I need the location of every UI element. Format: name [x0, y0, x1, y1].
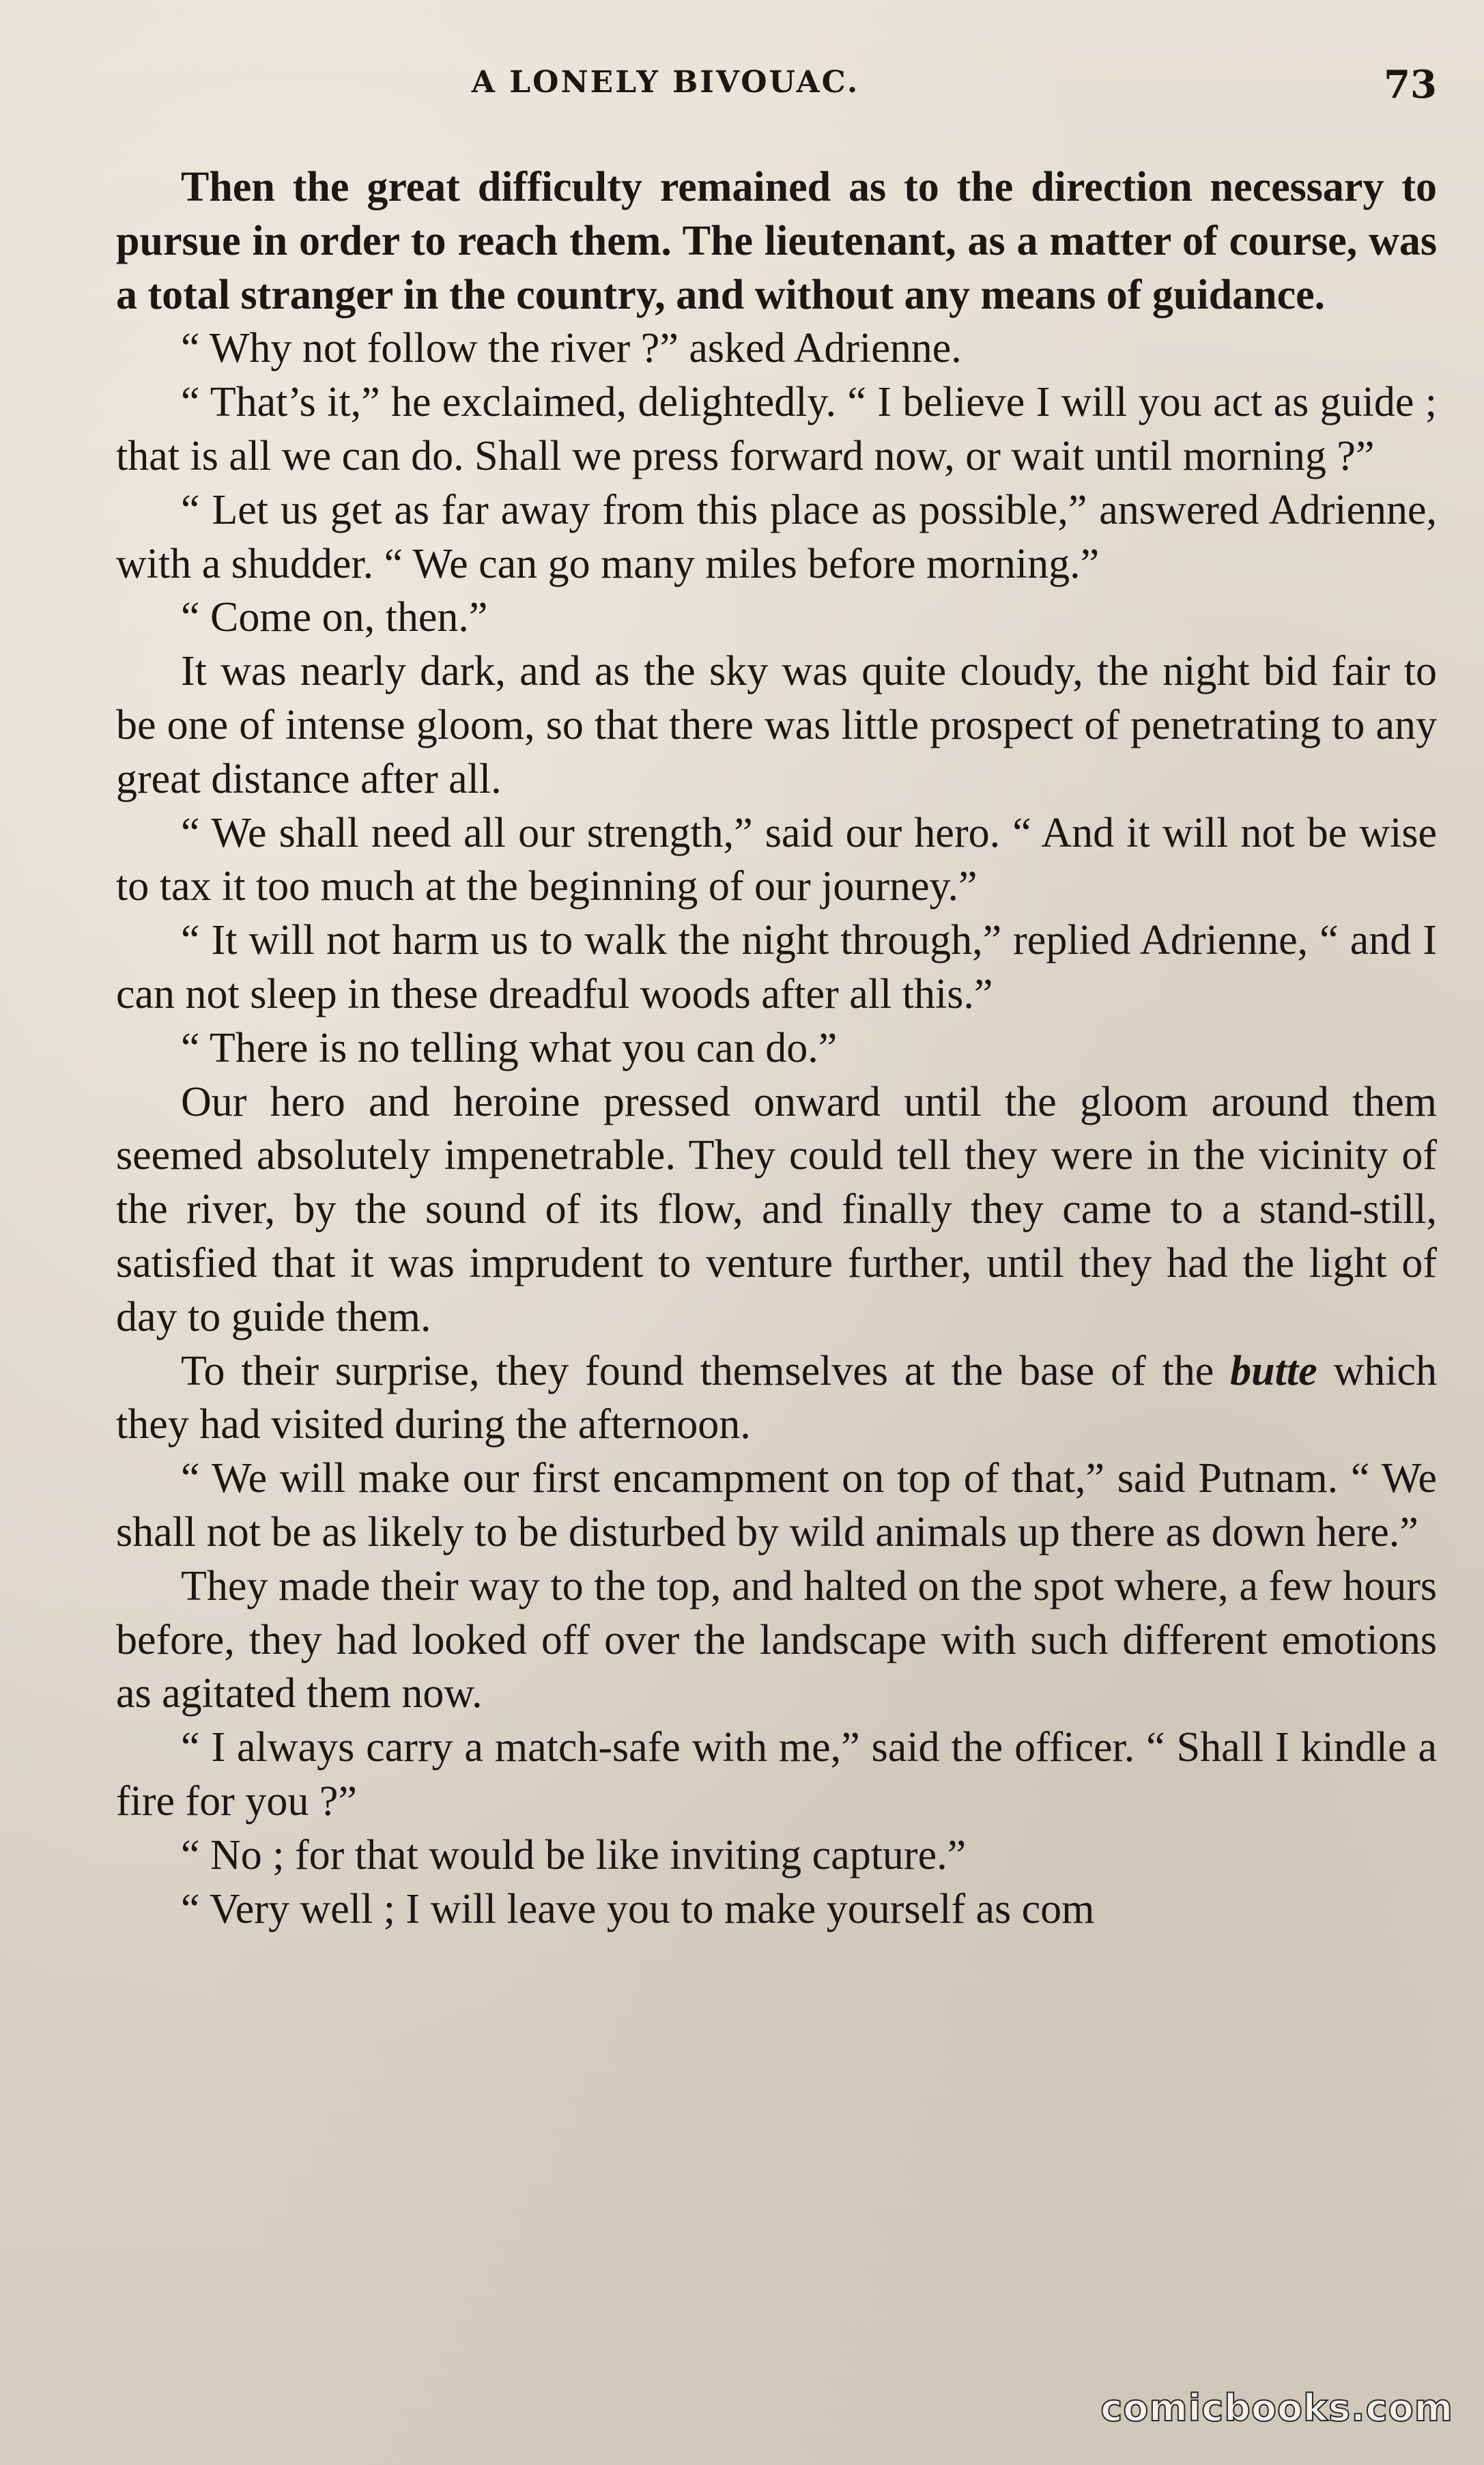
paragraph: “ There is no telling what you can do.”	[181, 1024, 838, 1071]
paragraph: “ I always carry a match-safe with me,” said the officer. “ Shall I kindle a fire for you ?”	[116, 1724, 1437, 1825]
running-title: A LONELY BIVOUAC.	[471, 65, 860, 100]
paragraph: It was nearly dark, and as the sky was quite cloudy, the night bid fair to be one of intense gloom, so that there was little prospect of penetrating to any great distance after all.	[116, 648, 1437, 802]
body-text	[116, 160, 1437, 1936]
paragraph: “ We will make our first encampment on top of that,” said Putnam. “ We shall not be as likely to be disturbed by wild animals up there as down here.”	[116, 1455, 1437, 1555]
paragraph-text: To their surprise, they found themselves at the base of the	[181, 1347, 1231, 1394]
paragraph: They made their way to the top, and halted on the spot where, a few hours before, they had looked off over the landscape with such different emotions as agitated them now.	[116, 1562, 1437, 1717]
paragraph: “ We shall need all our strength,” said our hero. “ And it will not be wise to tax it too much at the beginning of our journey.”	[116, 809, 1437, 910]
paragraph: “ It will not harm us to walk the night through,” replied Adrienne, “ and I can not sleep in these dreadful woods after all this.”	[116, 917, 1437, 1017]
running-head	[119, 62, 1437, 119]
paragraph: “ Let us get as far away from this place as possible,” answered Adrienne, with a shudder. “ We can go many miles before morning.”	[116, 486, 1437, 587]
paragraph: “ That’s it,” he exclaimed, delightedly. “ I believe I will you act as guide ; that is all we can do. Shall we press forward now, or wait until morning ?”	[116, 379, 1437, 479]
paragraph: “ No ; for that would be like inviting capture.”	[181, 1831, 967, 1878]
page-number: 73	[1384, 62, 1437, 107]
watermark: comicbooks.com	[1100, 2386, 1453, 2429]
paragraph: “ Come on, then.”	[181, 594, 488, 641]
paragraph: Then the great difficulty remained as to the direction necessary to pursue in order to reach them. The lieutenant, as a matter of course, was a total stranger in the country, and without any means of guidance.	[116, 164, 1437, 318]
italic-word: butte	[1230, 1347, 1317, 1394]
paragraph: “ Very well ; I will leave you to make yourself as com	[181, 1885, 1095, 1932]
paragraph: “ Why not follow the river ?” asked Adrienne.	[181, 325, 962, 372]
paragraph	[116, 1344, 1437, 1452]
paragraph: Our hero and heroine pressed onward until the gloom around them seemed absolutely impenetrable. They could tell they were in the vicinity of the river, by the sound of its flow, and finally they came to a stand-still, satisfied that it was imprudent to venture further, until they had the light of day to guide them.	[116, 1078, 1437, 1340]
paragraph-text: which they had visited during the afternoon.	[116, 1347, 1437, 1448]
